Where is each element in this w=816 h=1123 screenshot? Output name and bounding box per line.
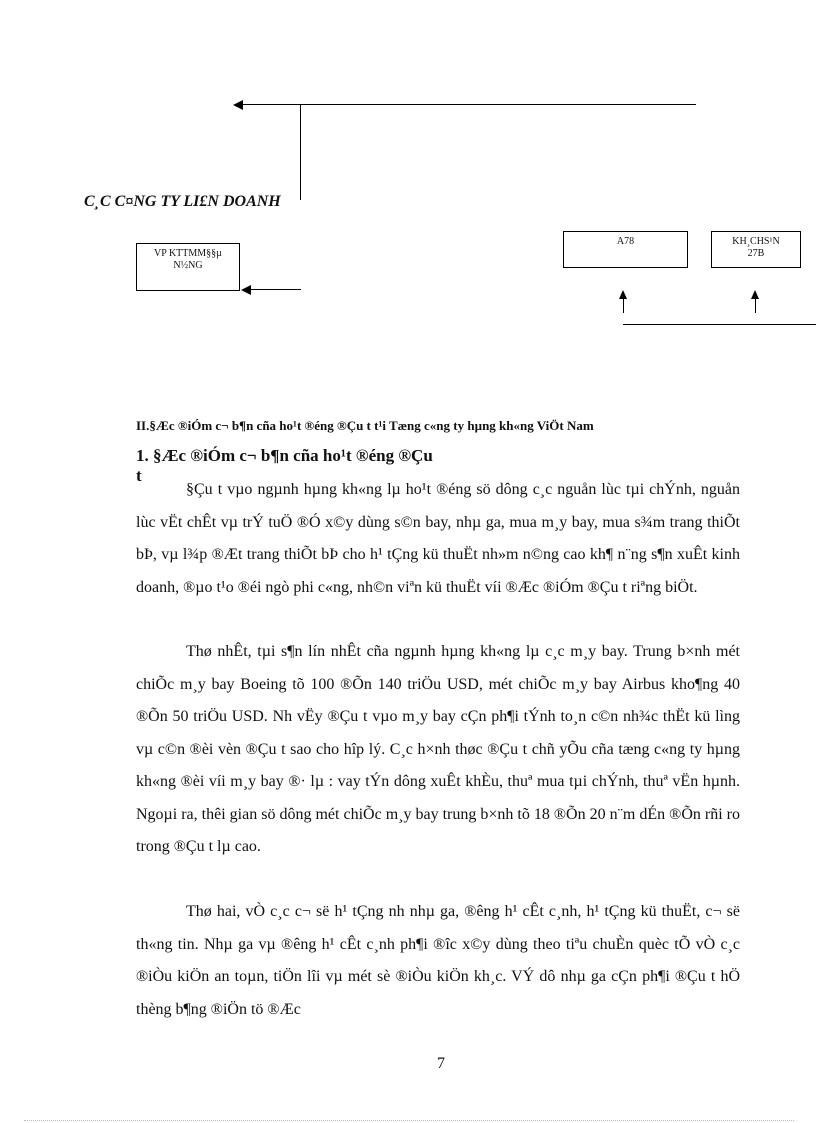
left-arrow-icon (233, 100, 243, 110)
vp-box-line2: N½NG (173, 260, 203, 271)
vp-arrow-icon (241, 285, 251, 295)
khchs-box (711, 231, 801, 268)
paragraph-1-text: §Çu t vµo ngµnh hµng kh«ng lµ ho¹t ®éng sö dông c¸c nguån lùc tµi chÝnh, nguån lùc vËt chÊt vµ trÝ tuÖ ®Ó x©y dùng s©n bay, nhµ ga, mua m¸y bay, mua s¾m trang thiÕt bÞ, vµ l¾p ®Æt trang thiÕt bÞ cho h¹ tÇng kü thuËt nh»m n©ng cao kh¶ n¨ng s¶n xuÊt kinh doanh, ®µo t¹o ®éi ngò phi c«ng, nh©n viªn kü thuËt víi ®Æc ®iÓm ®Çu t riªng biÖt. (136, 481, 740, 596)
page-number: 7 (437, 1055, 445, 1072)
paragraph-2-text: Thø nhÊt, tµi s¶n lín nhÊt cña ngµnh hµng kh«ng lµ c¸c m¸y bay. Trung b×nh mét chiÕc m¸y bay Boeing tõ 100 ®Õn 140 triÖu USD, mét chiÕc m¸y bay Airbus kho¶ng 40 ®Õn 50 triÖu USD. Nh vËy ®Çu t vµo m¸y bay cÇn ph¶i tÝnh to¸n c©n nh¾c thËt kü lìng vµ c©n ®èi vèn ®Çu t sao cho hîp lý. C¸c h×nh thøc ®Çu t chñ yÕu cña tæng c«ng ty hµng kh«ng ®èi víi m¸y bay ®· lµ : vay tÝn dông xuÊt khÈu, thuª mua tµi chÝnh, thuª vËn hµnh. Ngoµi ra, thêi gian sö dông mét chiÕc m¸y bay trung b×nh tõ 18 ®Õn 20 n¨m dÉn ®Õn rñi ro trong ®Çu t lµ cao. (136, 643, 740, 855)
a78-box-label: A78 (616, 236, 635, 247)
subsection-title: 1. §Æc ®iÓm c¬ b¶n cña ho¹t ®éng ®Çu t (136, 446, 433, 485)
paragraph-3-text: Thø hai, vÒ c¸c c¬ së h¹ tÇng nh nhµ ga, ®êng h¹ cÊt c¸nh, h¹ tÇng kü thuËt, c¬ së th«ng tin. Nhµ ga vµ ®êng h¹ cÊt c¸nh ph¶i ®îc x©y dùng theo tiªu chuÈn quèc tÕ vÒ c¸c ®iÒu kiÖn an toµn, tiÖn lîi vµ mét sè ®iÒu kiÖn kh¸c. VÝ dô nhµ ga cÇn ph¶i ®Çu t hÖ thèng b¶ng ®iÖn tö ®Æc (136, 903, 740, 1018)
diagram-heading: C¸C C¤NG TY LI£N DOANH (84, 193, 281, 210)
a78-box (563, 231, 688, 268)
vp-connector-line (250, 289, 301, 290)
vertical-connector-line (300, 104, 301, 200)
top-connector-line (243, 104, 696, 105)
khchs-up-line (755, 298, 756, 313)
page-bottom-divider (24, 1120, 794, 1121)
khchs-box-line2: 27B (747, 248, 765, 259)
khchs-box-line1: KH¸CHS¹N (732, 236, 780, 247)
paragraph-1 (136, 474, 740, 604)
paragraph-2 (136, 636, 740, 864)
a78-up-line (623, 298, 624, 313)
vp-office-box (136, 243, 240, 291)
section-title: II.§Æc ®iÓm c¬ b¶n cña ho¹t ®éng ®Çu t t¹i Tæng c«ng ty hµng kh«ng ViÖt Nam (136, 418, 594, 433)
bottom-connector-line (623, 324, 816, 325)
vp-box-line1: VP KTTMM§§µ (154, 248, 222, 259)
paragraph-3 (136, 896, 740, 1026)
